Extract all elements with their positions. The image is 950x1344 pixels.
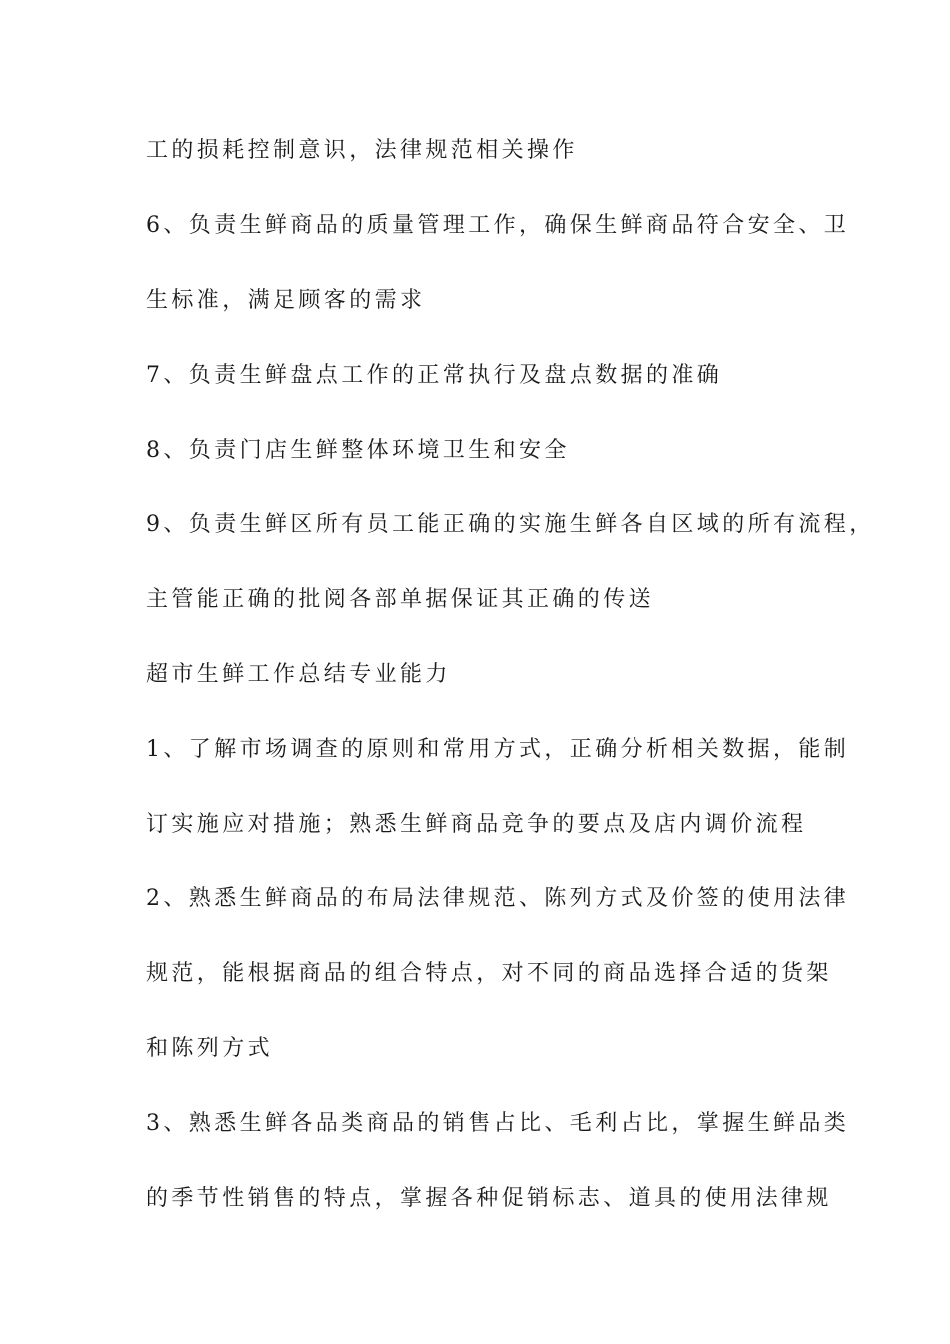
text-line: 6、负责生鲜商品的质量管理工作，确保生鲜商品符合安全、卫 <box>146 213 850 238</box>
text-line: 的季节性销售的特点，掌握各种促销标志、道具的使用法律规 <box>146 1186 832 1211</box>
section-heading: 超市生鲜工作总结专业能力 <box>146 662 451 687</box>
text-line: 2、熟悉生鲜商品的布局法律规范、陈列方式及价签的使用法律 <box>146 886 850 911</box>
text-line: 9、负责生鲜区所有员工能正确的实施生鲜各自区域的所有流程， <box>146 512 875 537</box>
text-line: 和陈列方式 <box>146 1036 274 1061</box>
text-line: 8、负责门店生鲜整体环境卫生和安全 <box>146 438 570 463</box>
text-line: 主管能正确的批阅各部单据保证其正确的传送 <box>146 587 655 612</box>
text-line: 工的损耗控制意识，法律规范相关操作 <box>146 138 578 163</box>
text-line: 订实施应对措施；熟悉生鲜商品竞争的要点及店内调价流程 <box>146 812 807 837</box>
text-line: 生标准，满足顾客的需求 <box>146 288 426 313</box>
text-line: 7、负责生鲜盘点工作的正常执行及盘点数据的准确 <box>146 363 723 388</box>
text-line: 3、熟悉生鲜各品类商品的销售占比、毛利占比，掌握生鲜品类 <box>146 1111 850 1136</box>
text-line: 规范，能根据商品的组合特点，对不同的商品选择合适的货架 <box>146 961 832 986</box>
text-line: 1、了解市场调查的原则和常用方式，正确分析相关数据，能制 <box>146 737 850 762</box>
